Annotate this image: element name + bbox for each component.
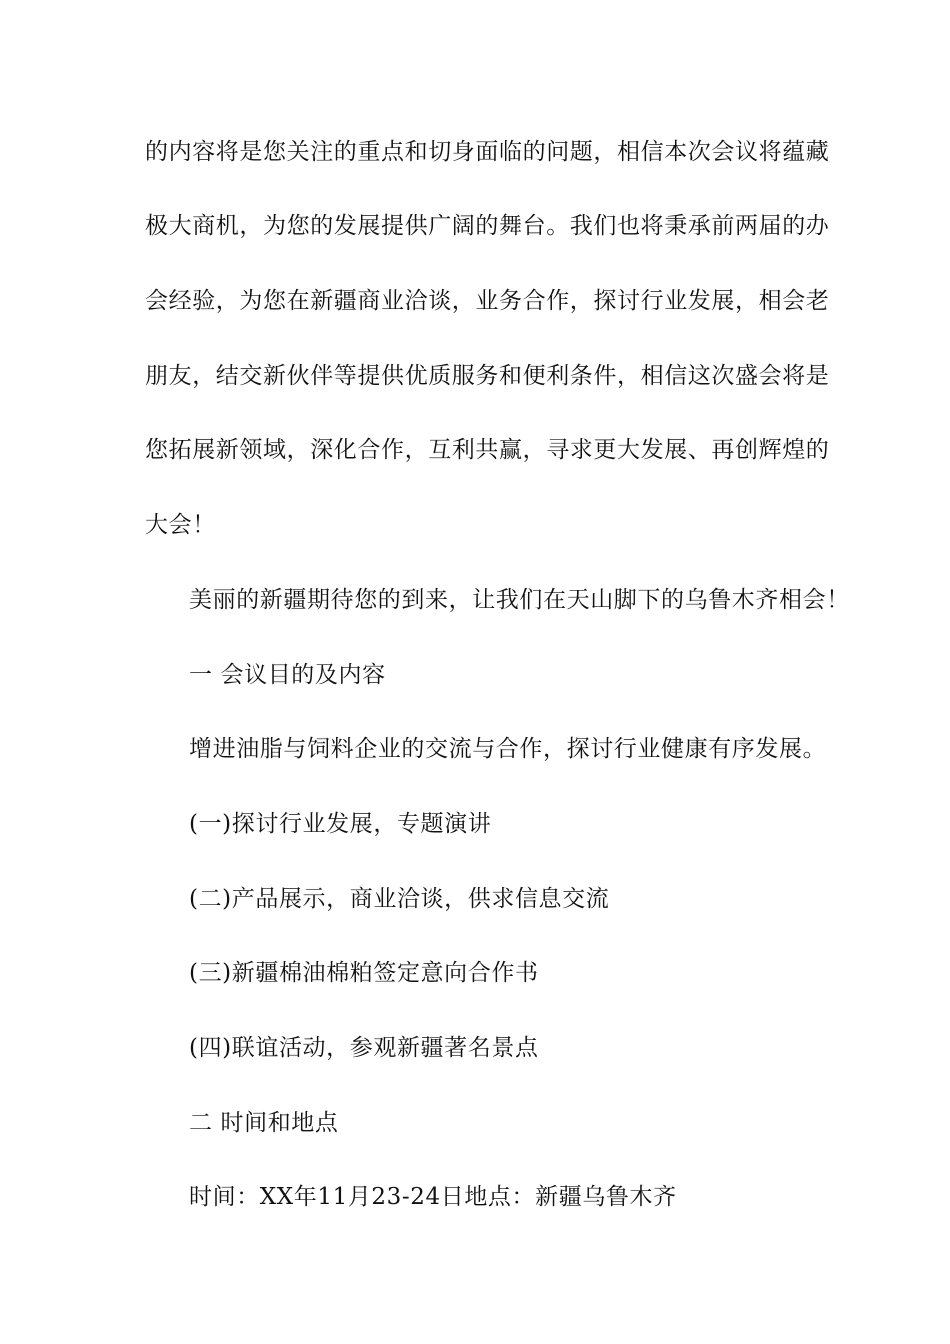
section-2-detail: 时间：XX年11月23-24日地点：新疆乌鲁木齐 (189, 1184, 677, 1210)
welcome-line: 美丽的新疆期待您的到来，让我们在天山脚下的乌鲁木齐相会！ (189, 587, 850, 613)
section-1-item-4: (四)联谊活动，参观新疆著名景点 (189, 1035, 539, 1061)
section-1-intro: 增进油脂与饲料企业的交流与合作，探讨行业健康有序发展。 (189, 736, 827, 762)
paragraph-line-3: 会经验，为您在新疆商业洽谈，业务合作，探讨行业发展，相会老 (145, 288, 830, 314)
section-1-item-2: (二)产品展示，商业洽谈，供求信息交流 (189, 886, 610, 912)
paragraph-line-5: 您拓展新领域，深化合作，互利共赢，寻求更大发展、再创辉煌的 (145, 437, 830, 463)
section-1-item-1: (一)探讨行业发展，专题演讲 (189, 811, 492, 837)
paragraph-line-2: 极大商机，为您的发展提供广阔的舞台。我们也将秉承前两届的办 (145, 213, 830, 239)
section-1-item-3: (三)新疆棉油棉粕签定意向合作书 (189, 960, 539, 986)
section-1-heading: 一 会议目的及内容 (189, 662, 386, 688)
paragraph-line-6: 大会！ (145, 512, 216, 538)
paragraph-line-4: 朋友，结交新伙伴等提供优质服务和便利条件，相信这次盛会将是 (145, 363, 830, 389)
section-2-heading: 二 时间和地点 (189, 1110, 339, 1136)
paragraph-line-1: 的内容将是您关注的重点和切身面临的问题，相信本次会议将蕴藏 (145, 139, 830, 165)
